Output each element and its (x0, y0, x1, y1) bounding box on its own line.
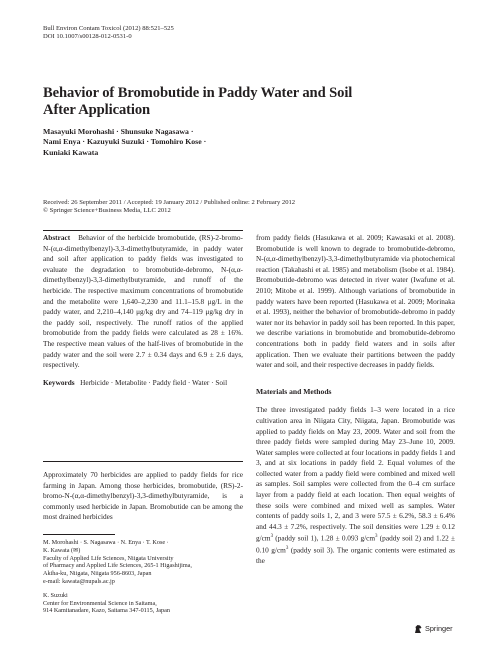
footnotes (43, 539, 248, 615)
springer-horse-icon (414, 624, 423, 634)
footnote-rule (43, 534, 115, 535)
section-heading: Materials and Methods (256, 386, 332, 396)
author-list (43, 127, 343, 158)
affil-line: 914 Kamitanadare, Kazo, Saitama 347-0115, Japan (43, 607, 170, 615)
affil-line: M. Morohashi · S. Nagasawa · N. Enya · T. Kose · (43, 539, 169, 546)
journal-line: Bull Environ Contam Toxicol (2012) 88:521–525 (43, 25, 174, 32)
abstract-label: Abstract (43, 233, 71, 242)
keywords (43, 378, 243, 389)
keywords-text: Herbicide · Metabolite · Paddy field · Water · Soil (80, 377, 228, 387)
author-line: Kuniaki Kawata (43, 147, 99, 157)
author-line: Masayuki Morohashi · Shunsuke Nagasawa · (43, 127, 194, 136)
abstract-top-rule (43, 230, 243, 231)
affil-line: Faculty of Applied Life Sciences, Niigata University (43, 554, 174, 562)
author-line: Nami Enya · Kazuyuki Suzuki · Tomohiro Kose · (43, 137, 207, 147)
affil-line: K. Suzuki (43, 591, 68, 599)
keywords-bottom-rule (43, 461, 243, 462)
journal-header (43, 25, 343, 41)
affil-line: of Pharmacy and Applied Life Sciences, 265-1 Higashijima, (43, 562, 192, 570)
email-line[interactable]: e-mail: kawata@nupals.ac.jp (43, 577, 115, 585)
intro-paragraph: Approximately 70 herbicides are applied to paddy fields for rice farming in Japan. Among those herbicides, bromobutide, (RS)-2-bromo-N-(α,α-dimethylbenzyl)-3,3-dimethylbutyramide, is a commonly used herbicide in Japan. Bromobutide can be among the most drained herbicides (43, 470, 243, 522)
affil-line: Center for Environmental Science in Saitama, (43, 599, 157, 607)
right-column (256, 233, 455, 567)
history-dates: Received: 26 September 2011 / Accepted: 19 January 2012 / Published online: 2 February 2012 (43, 199, 296, 206)
copyright: © Springer Science+Business Media, LLC 2012 (43, 207, 171, 215)
abstract (43, 233, 243, 371)
publisher-mark (414, 623, 459, 635)
abstract-text: Behavior of the herbicide bromobutide, (RS)-2-bromo-N-(α,α-dimethylbenzyl)-3,3-dimethylbutyramide, in paddy water and soil after application to paddy fields was investigated to evaluate the degradation to bromobutide-debromo, N-(α,α-dimethylbenzyl)-3,3-dimethylbutyramide, and runoff of the herbicide. The respective maximum concentrations of bromobutide and the metabolite were 1,640–2,230 and 11.1–15.8 μg/L in the paddy water, and 2,210–4,140 μg/kg dry and 74–119 μg/kg dry in the paddy soil, respectively. The runoff ratios of the applied bromobutide from the paddy fields were calculated as 28 ± 16%. The respective mean values of the half-lives of bromobutide in the paddy water and the soil were 2.7 ± 0.34 days and 6.9 ± 2.6 days, respectively. (43, 233, 243, 370)
methods-paragraph: The three investigated paddy fields 1–3 were located in a rice cultivation area in Niigata City, Niigata, Japan. Bromobutide was applied to paddy fields on May 23, 2009. Water and soil from the three paddy fields were sampled during May 23–June 10, 2009. Water samples were collected at four locations in paddy fields 1 and 3, and at six locations in paddy field 2. Equal volumes of the collected water from a paddy field were combined and mixed well as samples. Soil samples were collected from the 0–4 cm surface layer from a paddy field at each location. Then equal weights of these soils were combined and mixed well as samples. Water contents of paddy soils 1, 2, and 3 were 57.5 ± 6.2%, 58.3 ± 6.4% and 44.3 ± 7.2%, respectively. The soil densities were 1.29 ± 0.12 $g/cm^3$ (paddy soil 1), 1.28 ± 0.093 $g/cm^3$ (paddy soil 2) and 1.22 ± 0.10 $g/cm^3$ (paddy soil 3). The organic contents were estimated as the (256, 405, 455, 566)
intro-paragraph: from paddy fields (Hasukawa et al. 2009; Kawasaki et al. 2008). Bromobutide is well known to degrade to bromobutide-debromo, N-(α,α-dimethylbenzyl)-3,3-dimethylbutyramide via photochemical reaction (Takahashi et al. 1985) and metabolism (Isobe et al. 1984). Bromobutide-debromo was detected in river water (Iwafune et al. 2010; Mitobe et al. 1999). Although variations of bromobutide in paddy waters have been reported (Hasukawa et al. 2009; Morinaka et al. 1993), neither the behavior of bromobutide-debromo in paddy water nor its behavior in paddy soil has been reported. In this paper, we describe variations in bromobutide and bromobutide-debromo concentrations both in paddy field waters and in soils after application. Then we evaluate their partitions between the paddy water and soil, and their respective decreases in paddy fields. (256, 233, 455, 370)
article-title: Behavior of Bromobutide in Paddy Water and Soil After Application (43, 85, 353, 118)
left-column (43, 233, 243, 388)
affil-line: Akiha-ku, Niigata, Niigata 956-8603, Japan (43, 570, 152, 578)
affil-line: K. Kawata (✉) (43, 546, 81, 554)
doi: DOI 10.1007/s00128-012-0531-0 (43, 33, 132, 41)
publication-dates (43, 199, 463, 215)
intro-left (43, 470, 243, 523)
keywords-label: Keywords (43, 377, 75, 387)
publisher-name: Springer (425, 624, 453, 633)
